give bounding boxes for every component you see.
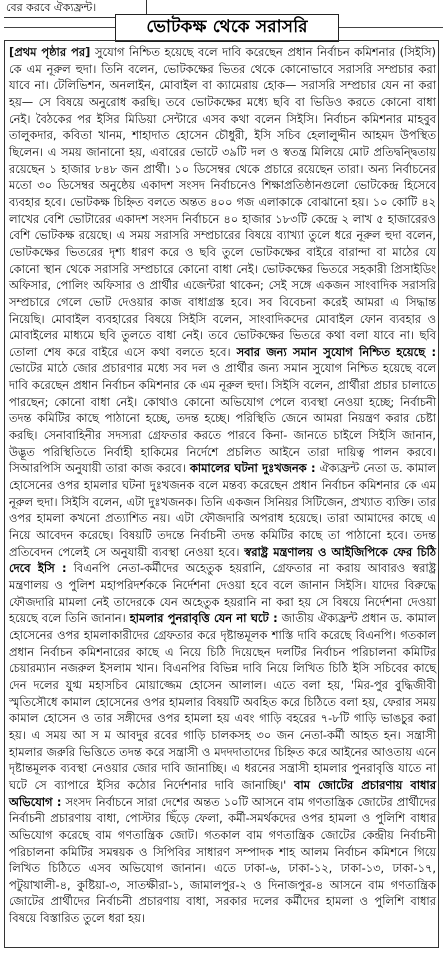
headline-rule-right xyxy=(338,27,443,28)
paragraph-4: বিএনপি নেতা-কর্মীদের অহেতুক হয়রানি, গ্রেফতার না করায় আবারও স্বরাষ্ট্র মন্ত্রণালয় ও পুলিশ মহাপরিদর্শককে নির্দেশনা দেওয়া হবে বলে জানান সিইসি। যাদের বিরুদ্ধে ফৌজদারি মামলা নেই তাদেরকে যেন অহেতুক হয়রানি না করা হয় সে বিষয়ে নির্দেশনা দেওয়া হয়েছে বলে তিনি জানান। xyxy=(9,561,436,626)
paragraph-6: সংসদ নির্বাচনে সারা দেশের অন্তত ১০টি আসনে বাম গণতান্ত্রিক জোটের প্রার্থীদের নির্বাচনী প্রচারণায় বাধা, পোস্টার ছিঁড়ে ফেলা, কর্মী-সমর্থকদের ওপর হামলা ও পুলিশি বাধার অভিযোগ করেছে বাম গণতান্ত্রিক জোট। গতকাল বাম গণতান্ত্রিক জোটের কেন্দ্রীয় নির্বাচনী পরিচালনা কমিটির সমন্বয়ক ও সিপিবির সাধারণ সম্পাদক শাহ আলম নির্বাচন কমিশনে গিয়ে লিখিত চিঠিতে এসব অভিযোগ জানান। এতে ঢাকা-৬, ঢাকা-১২, ঢাকা-১৩, ঢাকা-১৭, পটুয়াখালী-৪, কুষ্টিয়া-৩, সাতক্ষীরা-১, জামালপুর-২ ও দিনাজপুর-৪ আসনে বাম গণতান্ত্রিক জোটের প্রার্থীদের নির্বাচনী প্রচারণায় বাধা, সরকার দলের কর্মীদের হামলা ও পুলিশি বাধার বিষয়ে বিস্তারিত তুলে ধরা হয়। xyxy=(9,794,436,926)
paragraph-3: ঐক্যফ্রন্ট নেতা ড. কামাল হোসেনের ওপর হামলার ঘটনা দুঃখজনক বলে মন্তব্য করেছেন প্রধান নির্বাচন কমিশনার কে এম নূরুল হুদা। সিইসি বলেন, এটা দুঃখজনক। তিনি একজন সিনিয়র সিটিজেন, প্রখ্যাত ব্যক্তি। তার ওপর হামলা কখনো প্রত্যাশিত নয়। এটা ফৌজদারি অপরাধ হয়েছে। তারা আমাদের কাছে এ নিয়ে আবেদন করেছে। বিষয়টি তদন্তে নির্বাচনী তদন্ত কমিটির কাছে তা পাঠানো হবে। তদন্ত প্রতিবেদন পেলেই সে অনুযায়ী ব্যবস্থা নেওয়া হবে। xyxy=(9,461,436,559)
subheading-kamal-incident: কামালের ঘটনা দুঃখজনক : xyxy=(189,461,316,476)
subheading-no-repeat-attack: হামলার পুনরাবৃত্তি যেন না ঘটে : xyxy=(129,611,278,626)
subheading-home-ministry-letter: স্বরাষ্ট্র মন্ত্রণালয় ও আইজিপিকে ফের চিঠি দেবে ইসি : xyxy=(9,544,436,576)
paragraph-2: ভোটের মাঠে জোর প্রচারণার মধ্যে সব দল ও প্রার্থীর জন্য সমান সুযোগ নিশ্চিত হয়েছে বলে দাবি করেছেন প্রধান নির্বাচন কমিশনার কে এম নূরুল হুদা। সিইসি বলেন, প্রার্থীরা প্রচার চালাতে পারছেন; কোনো বাধা নেই। কোথাও কোনো অভিযোগ পেলে ব্যবস্থা নেওয়া হচ্ছে; নির্বাচনী তদন্ত কমিটির কাছে পাঠানো হচ্ছে, তদন্ত হচ্ছে। পরিস্থিতি জেনে আমরা নিয়ন্ত্রণ করার চেষ্টা করছি। সেনাবাহিনীর সদস্যরা গ্রেফতার করতে পারবে কিনা- জানতে চাইলে সিইসি জানান, উদ্ভূত পরিস্থিতিতে নির্বাহী হাকিমের নির্দেশে প্রচলিত আইনে তারা দায়িত্ব পালন করবে। সিআরপিসি অনুযায়ী তারা কাজ করবে। xyxy=(9,361,436,476)
article-body xyxy=(4,40,439,948)
paragraph-1: সুযোগ নিশ্চিত হয়েছে বলে দাবি করেছেন প্রধান নির্বাচন কমিশনার (সিইসি) কে এম নূরুল হুদা। তিনি বলেন, ভোটকক্ষের ভিতর থেকে কোনোভাবে সরাসরি সম্প্রচার করা যাবে না। টেলিভিশন, অনলাইন, মোবাইল বা ক্যামেরায় হোক— সরাসরি সম্প্রচার যেন না করা হয়— সে বিষয়ে অনুরোধ করছি। তবে ভোটকক্ষের মধ্যে ছবি বা ভিডিও করতে কোনো বাধা নেই। বৈঠকের পর ইসির মিডিয়া সেন্টারে এসব কথা বলেন সিইসি। নির্বাচন কমিশনার মাহবুব তালুকদার, কবিতা খানম, শাহাদাত হোসেন চৌধুরী, ইসি সচিব হেলালুদ্দীন আহমদ উপস্থিত ছিলেন। এ সময় জানানো হয়, এবারের ভোটে ৩৯টি দল ও স্বতন্ত্র মিলিয়ে মোট প্রতিদ্বন্দ্বিতায় রয়েছেন ১ হাজার ৮৪৮ জন প্রার্থী। ১০ ডিসেম্বর থেকে প্রচারে রয়েছেন তারা। অন্য নির্বাচনের মতো ৩০ ডিসেম্বর অনুষ্ঠেয় একাদশ সংসদ নির্বাচনেও শিক্ষাপ্রতিষ্ঠানগুলো ভোটকেন্দ্র হিসেবে ব্যবহার হবে। ভোটকক্ষ চিহ্নিত বলতে অন্তত ৪০০ গজ এলাকাকে বোঝানো হয়। ১০ কোটি ৪২ লাখের বেশি ভোটারের একাদশ সংসদ নির্বাচনে ৪০ হাজার ১৮৩টি কেন্দ্রে ২ লাখ ৫ হাজারেরও বেশি ভোটকক্ষ রয়েছে। এ সময় সরাসরি সম্প্রচারের বিষয়ে ব্যাখ্যা তুলে ধরে নূরুল হুদা বলেন, ভোটকক্ষের ভিতরের দৃশ্য ধারণ করে ও ছবি তুলে ভোটকক্ষের বাইরে বারান্দা বা মাঠের যে কোনো স্থান থেকে সরাসরি সম্প্রচারে কোনো বাধা নেই। ভোটকক্ষের ভিতরে সহকারী প্রিসাইডিং অফিসার, পোলিং অফিসার ও প্রার্থীর এজেন্টরা থাকেন; সেই সঙ্গে একজন সাংবাদিক সরাসরি সম্প্রচারে গেলে ভোট দেওয়ার কাজ বাধাগ্রস্ত হবে। সব বিবেচনা করেই আমরা এ সিদ্ধান্ত নিয়েছি। মোবাইল ব্যবহারের বিষয়ে সিইসি বলেন, সাংবাদিকদের মোবাইল ফোন ব্যবহার ও মোবাইলের মাধ্যমে ছবি তুলতে বাধা নেই। তবে ভোটকক্ষের ভিতরে কথা বলা যাবে না। ছবি তোলা শেষ করে বাইরে এসে কথা বলতে হবে। xyxy=(9,45,437,359)
subheading-left-alliance-obstruction: বাম জোটের প্রচারণায় বাধার অভিযোগ : xyxy=(9,777,436,809)
article-headline: ভোটকক্ষ থেকে সরাসরি xyxy=(115,14,339,42)
paragraph-5: জাতীয় ঐক্যফ্রন্ট প্রধান ড. কামাল হোসেনের ওপর হামলাকারীদের গ্রেফতার করে দৃষ্টান্তমূলক শাস্তি দাবি করেছে বিএনপি। গতকাল প্রধান নির্বাচন কমিশনারের কাছে এ নিয়ে চিঠি দিয়েছেন দলটির নির্বাচন পরিচালনা কমিটির চেয়ারম্যান নজরুল ইসলাম খান। বিএনপির বিভিন্ন দাবি নিয়ে লিখিত চিঠি ইসি সচিবের কাছে দেন দলের যুগ্ম মহাসচিব মোয়াজ্জেম হোসেন আলাল। এতে বলা হয়, 'মির-পুর বুদ্ধিজীবী স্মৃতিসৌধে কামাল হোসেনের ওপর হামলার বিষয়টি অবহিত করে চিঠিতে বলা হয়, ফেরার সময় কামাল হোসেন ও তার সঙ্গীদের ওপর হামলা হয় এবং গাড়ি বহরের ৭-৮টি গাড়ি ভাঙচুর করা হয়। এ সময় আ স ম আবদুর রবের গাড়ি চালকসহ ৩০ জন নেতা-কর্মী আহত হন। সন্ত্রাসী হামলার জরুরি ভিত্তিতে তদন্ত করে সন্ত্রাসী ও মদদদাতাদের চিহ্নিত করে আইনের আওতায় এনে দৃষ্টান্তমূলক ব্যবস্থা নেওয়ার জোর দাবি জানাচ্ছি। এ ধরনের সন্ত্রাসী হামলার পুনরাবৃত্তি যাতে না ঘটে সে ব্যাপারে ইসির কঠোর নির্দেশনার দাবি জানাচ্ছি।' xyxy=(9,611,436,792)
jump-label: [প্রথম পৃষ্ঠার পর] xyxy=(9,45,91,59)
headline-rule-left xyxy=(4,27,115,28)
subheading-equal-opportunity: সবার জন্য সমান সুযোগ নিশ্চিত হয়েছে : xyxy=(236,344,437,359)
previous-article-snippet: বের করবে ঐক্যফ্রন্ট। xyxy=(4,0,147,18)
article-text xyxy=(9,44,436,927)
